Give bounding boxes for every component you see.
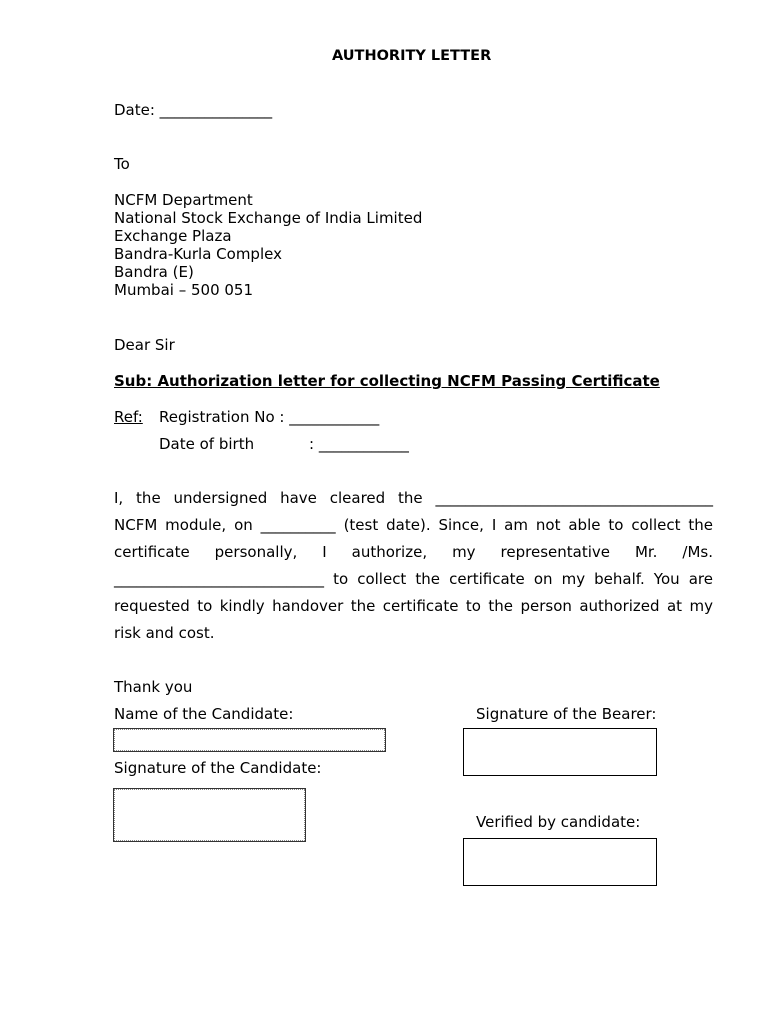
- address-line: Bandra-Kurla Complex: [114, 245, 282, 263]
- body-line: ____________________________ to collect the certificate on my behalf. You are: [114, 570, 713, 588]
- candidate-name-label: Name of the Candidate:: [114, 705, 294, 723]
- bearer-signature-label: Signature of the Bearer:: [476, 705, 657, 723]
- registration-line: Registration No : ____________: [159, 408, 380, 426]
- candidate-name-field[interactable]: [113, 728, 386, 752]
- letter-title: AUTHORITY LETTER: [332, 48, 492, 64]
- bearer-signature-box[interactable]: [463, 728, 657, 776]
- body-line: I, the undersigned have cleared the _____________________________________: [114, 489, 713, 507]
- thanks: Thank you: [114, 678, 193, 696]
- dob-value: : ____________: [309, 435, 409, 453]
- address-line: National Stock Exchange of India Limited: [114, 209, 423, 227]
- body-line: certificate personally, I authorize, my representative Mr. /Ms.: [114, 543, 713, 561]
- salutation: Dear Sir: [114, 336, 175, 354]
- body-line: risk and cost.: [114, 624, 215, 642]
- candidate-signature-box[interactable]: [113, 788, 306, 842]
- body-line: requested to kindly handover the certificate to the person authorized at my: [114, 597, 713, 615]
- address-line: NCFM Department: [114, 191, 253, 209]
- address-line: Mumbai – 500 051: [114, 281, 254, 299]
- date-line: Date: _______________: [114, 101, 273, 119]
- subject-line: Sub: Authorization letter for collecting NCFM Passing Certificate: [114, 372, 660, 390]
- dob-label: Date of birth: [159, 435, 255, 453]
- verified-label: Verified by candidate:: [476, 813, 641, 831]
- address-line: Exchange Plaza: [114, 227, 232, 245]
- ref-label: Ref:: [114, 408, 143, 426]
- address-line: Bandra (E): [114, 263, 194, 281]
- to-label: To: [114, 155, 130, 173]
- candidate-signature-label: Signature of the Candidate:: [114, 759, 322, 777]
- verified-box[interactable]: [463, 838, 657, 886]
- body-line: NCFM module, on __________ (test date). Since, I am not able to collect the: [114, 516, 713, 534]
